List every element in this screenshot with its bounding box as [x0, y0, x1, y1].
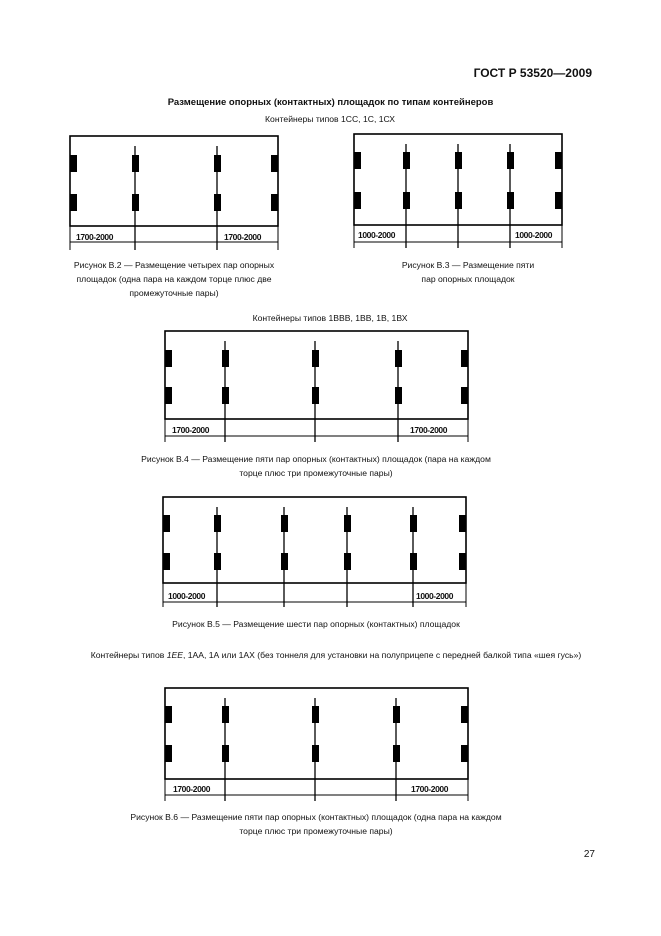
- figure-caption-b4: Рисунок В.4 — Размещение пяти пар опорных (контактных) площадок (пара на каждом торце плюс три промежуточные пары): [141, 454, 491, 478]
- dimension-label-left: 1700-2000: [173, 784, 211, 794]
- page-title: Размещение опорных (контактных) площадок по типам контейнеров: [167, 97, 494, 108]
- dimension-label-left: 1000-2000: [168, 591, 206, 601]
- figure-caption-b2: Рисунок В.2 — Размещение четырех пар опорных площадок (одна пара на каждом торце плюс две промежуточные пары): [73, 260, 275, 298]
- dimension-label-right: 1000-2000: [515, 230, 553, 240]
- section-heading-1cc: Контейнеры типов 1СС, 1С, 1СХ: [265, 114, 395, 124]
- page-number: 27: [583, 849, 595, 860]
- section-heading-1bbb: Контейнеры типов 1ВВВ, 1ВВ, 1В, 1ВХ: [252, 313, 408, 323]
- dimension-label-right: 1700-2000: [411, 784, 449, 794]
- container-outline: [165, 688, 468, 779]
- section-rest: , 1АА, 1А или 1АХ (без тоннеля для установки на полуприцепе с передней балкой типа «шея гусь»): [182, 650, 582, 660]
- figure-caption-b3: Рисунок В.3 — Размещение пяти пар опорных площадок: [401, 260, 535, 284]
- dimension-label-left: 1700-2000: [172, 425, 210, 435]
- section-prefix: Контейнеры типов: [90, 650, 167, 660]
- dimension-label-right: 1700-2000: [410, 425, 448, 435]
- section-italic-type: 1ЕЕ: [166, 650, 183, 660]
- dimension-label-left: 1000-2000: [358, 230, 396, 240]
- dimension-label-right: 1700-2000: [224, 232, 262, 242]
- figure-caption-b6: Рисунок В.6 — Размещение пяти пар опорных (контактных) площадок (одна пара на каждом торце плюс три промежуточные пары): [130, 812, 502, 836]
- document-code: ГОСТ Р 53520—2009: [473, 66, 592, 80]
- figure-caption-b5: Рисунок В.5 — Размещение шести пар опорных (контактных) площадок: [172, 619, 460, 629]
- dimension-label-right: 1000-2000: [416, 591, 454, 601]
- dimension-label-left: 1700-2000: [76, 232, 114, 242]
